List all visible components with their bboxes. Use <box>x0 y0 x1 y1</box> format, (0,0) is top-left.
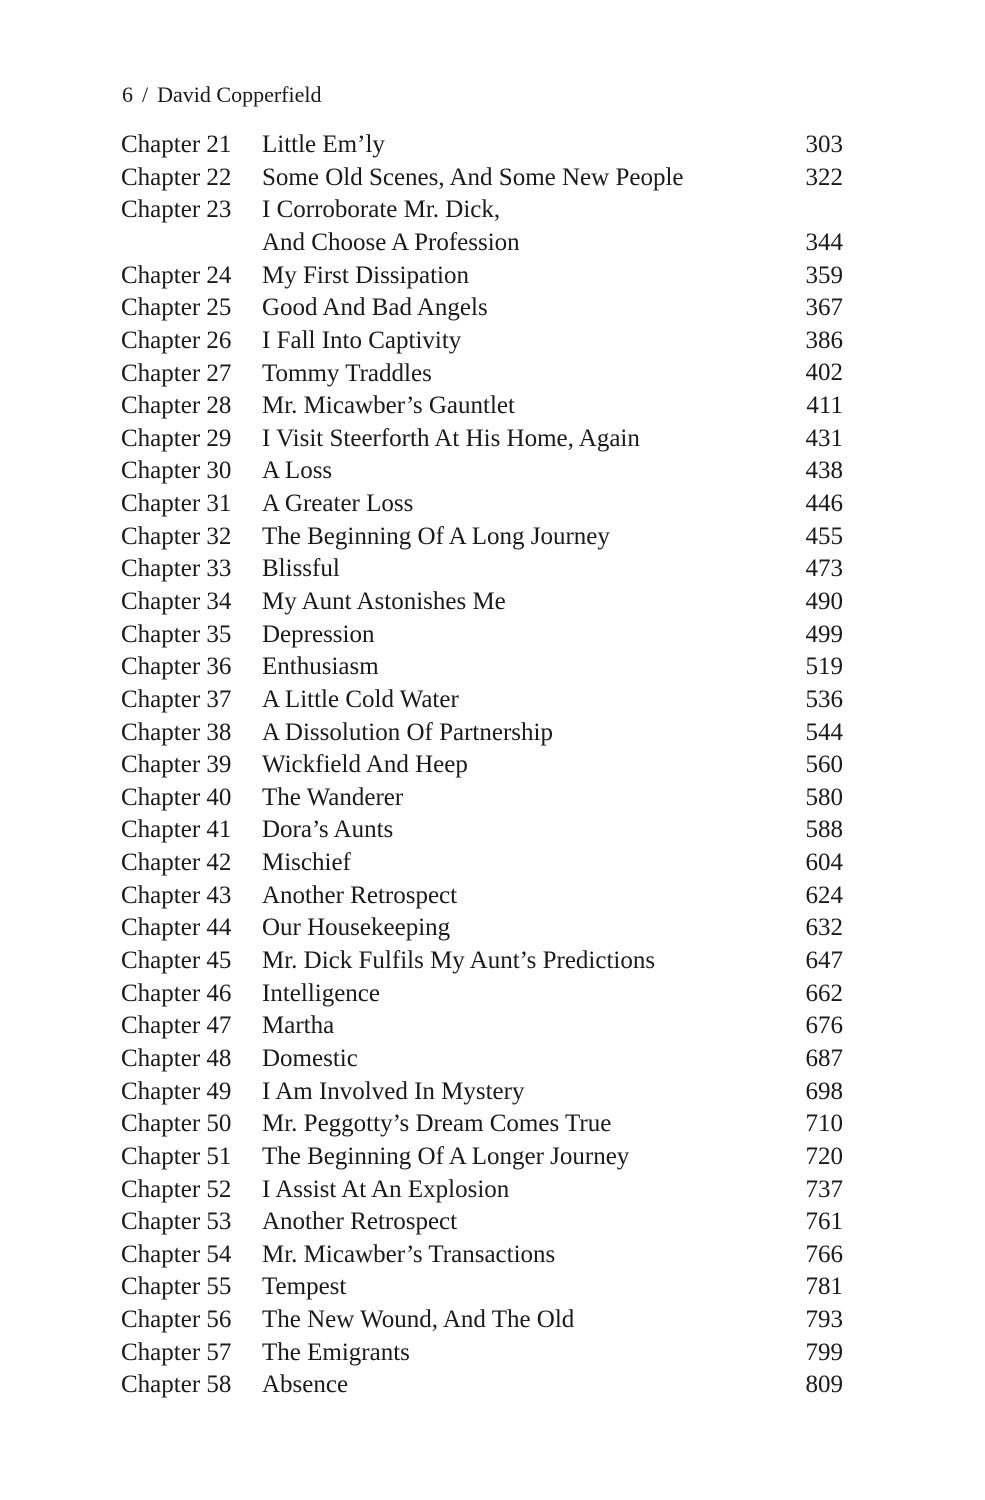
chapter-page-number: 720 <box>805 1142 843 1170</box>
chapter-title: Mr. Micawber’s Gauntlet <box>262 392 515 420</box>
chapter-title: The Wanderer <box>262 783 404 811</box>
chapter-title: Mr. Micawber’s Transactions <box>262 1240 556 1268</box>
toc-entry <box>121 1174 843 1207</box>
toc-entry <box>121 814 843 847</box>
chapter-title: Intelligence <box>262 979 380 1007</box>
chapter-page-number: 632 <box>805 914 843 942</box>
chapter-page-number: 799 <box>805 1338 843 1366</box>
chapter-title: Little Em’ly <box>262 131 385 158</box>
chapter-title: Mr. Peggotty’s Dream Comes True <box>262 1110 612 1138</box>
chapter-label: Chapter 44 <box>121 914 232 942</box>
chapter-title: The Beginning Of A Longer Journey <box>262 1142 630 1170</box>
chapter-label: Chapter 53 <box>121 1208 232 1236</box>
chapter-label: Chapter 38 <box>121 718 232 746</box>
chapter-label: Chapter 46 <box>121 979 232 1007</box>
toc-entry <box>121 717 843 750</box>
chapter-title: I Assist At An Explosion <box>262 1175 510 1203</box>
chapter-title: A Little Cold Water <box>262 685 459 713</box>
chapter-page-number: 402 <box>805 359 843 387</box>
chapter-label: Chapter 50 <box>121 1110 232 1138</box>
chapter-label: Chapter 40 <box>121 783 232 811</box>
toc-entry <box>121 423 843 456</box>
chapter-title: I Visit Steerforth At His Home, Again <box>262 424 640 452</box>
chapter-label: Chapter 24 <box>121 261 232 289</box>
chapter-page-number: 560 <box>805 751 843 779</box>
chapter-page-number: 580 <box>805 783 843 811</box>
chapter-page-number: 698 <box>805 1077 843 1105</box>
chapter-page-number: 647 <box>805 947 843 975</box>
chapter-title: Mr. Dick Fulfils My Aunt’s Predictions <box>262 947 656 975</box>
book-title: David Copperfield <box>157 82 322 107</box>
chapter-label: Chapter 32 <box>121 522 232 550</box>
chapter-title: Good And Bad Angels <box>262 294 488 322</box>
chapter-label: Chapter 52 <box>121 1175 232 1203</box>
chapter-title: I Am Involved In Mystery <box>262 1077 525 1105</box>
chapter-page-number: 438 <box>805 457 843 485</box>
chapter-title: My Aunt Astonishes Me <box>262 587 506 615</box>
chapter-title: My First Dissipation <box>262 261 469 289</box>
chapter-label: Chapter 48 <box>121 1044 232 1072</box>
chapter-page-number: 737 <box>805 1175 843 1203</box>
chapter-page-number: 544 <box>805 718 843 746</box>
chapter-label: Chapter 54 <box>121 1240 232 1268</box>
chapter-label: Chapter 22 <box>121 163 232 191</box>
chapter-label: Chapter 47 <box>121 1012 232 1040</box>
chapter-page-number: 473 <box>805 555 843 583</box>
toc-entry <box>121 684 843 717</box>
chapter-title: Dora’s Aunts <box>262 816 394 844</box>
chapter-page-number: 367 <box>805 294 843 322</box>
chapter-page-number: 386 <box>805 326 843 354</box>
chapter-label: Chapter 30 <box>121 457 232 485</box>
chapter-label: Chapter 43 <box>121 881 232 909</box>
chapter-label: Chapter 28 <box>121 392 232 420</box>
chapter-page-number: 793 <box>805 1306 843 1334</box>
chapter-label: Chapter 36 <box>121 653 232 681</box>
toc-entry <box>121 260 843 293</box>
chapter-label: Chapter 33 <box>121 555 232 583</box>
toc-entry <box>121 1141 843 1174</box>
chapter-page-number: 676 <box>805 1012 843 1040</box>
toc-entry <box>121 1369 843 1402</box>
chapter-label: Chapter 41 <box>121 816 232 844</box>
chapter-page-number: 322 <box>805 163 843 191</box>
chapter-page-number: 687 <box>805 1044 843 1072</box>
chapter-page-number: 411 <box>806 392 843 420</box>
chapter-title: Another Retrospect <box>262 881 458 909</box>
toc-entry <box>121 912 843 945</box>
toc-entry <box>121 1076 843 1109</box>
chapter-title: I Corroborate Mr. Dick, And Choose A Profession <box>262 196 520 256</box>
toc-entry <box>121 521 843 554</box>
chapter-label: Chapter 21 <box>121 131 232 158</box>
toc-entry <box>121 1043 843 1076</box>
chapter-title: The Beginning Of A Long Journey <box>262 522 610 550</box>
chapter-page-number: 761 <box>805 1208 843 1236</box>
toc-entry <box>121 1271 843 1304</box>
chapter-title: Martha <box>262 1012 335 1040</box>
chapter-label: Chapter 35 <box>121 620 232 648</box>
toc-entry <box>121 847 843 880</box>
chapter-page-number: 519 <box>805 653 843 681</box>
toc-entry <box>121 880 843 913</box>
toc-entry <box>121 553 843 586</box>
toc-entry <box>121 1010 843 1043</box>
toc-entry <box>121 978 843 1011</box>
running-head-separator: / <box>142 82 149 107</box>
chapter-title: The Emigrants <box>262 1338 410 1366</box>
chapter-label: Chapter 27 <box>121 359 232 387</box>
toc-entry <box>121 1304 843 1337</box>
chapter-page-number: 809 <box>805 1371 843 1399</box>
chapter-title: Another Retrospect <box>262 1208 458 1236</box>
chapter-title: Tempest <box>262 1273 347 1301</box>
chapter-label: Chapter 25 <box>121 294 232 322</box>
toc-entry <box>121 325 843 358</box>
chapter-title: Domestic <box>262 1044 358 1072</box>
chapter-title: Mischief <box>262 849 351 877</box>
toc-entry <box>121 586 843 619</box>
chapter-page-number: 781 <box>805 1273 843 1301</box>
chapter-label: Chapter 37 <box>121 685 232 713</box>
toc-entry <box>121 749 843 782</box>
chapter-title: Our Housekeeping <box>262 914 451 942</box>
chapter-title: Some Old Scenes, And Some New People <box>262 163 684 191</box>
toc-entry <box>121 488 843 521</box>
chapter-page-number: 710 <box>805 1110 843 1138</box>
chapter-page-number: 662 <box>805 979 843 1007</box>
chapter-label: Chapter 39 <box>121 751 232 779</box>
chapter-page-number: 499 <box>805 620 843 648</box>
chapter-page-number: 446 <box>805 490 843 518</box>
chapter-label: Chapter 55 <box>121 1273 232 1301</box>
toc-entry <box>121 619 843 652</box>
chapter-title: Tommy Traddles <box>262 359 432 387</box>
chapter-title: A Greater Loss <box>262 490 414 518</box>
table-of-contents <box>121 129 843 1402</box>
chapter-page-number: 490 <box>805 587 843 615</box>
chapter-label: Chapter 49 <box>121 1077 232 1105</box>
chapter-title: A Dissolution Of Partnership <box>262 718 553 746</box>
chapter-label: Chapter 45 <box>121 947 232 975</box>
chapter-title: I Fall Into Captivity <box>262 326 462 354</box>
chapter-label: Chapter 51 <box>121 1142 232 1170</box>
chapter-label: Chapter 34 <box>121 587 232 615</box>
chapter-page-number: 624 <box>805 881 843 909</box>
chapter-label: Chapter 58 <box>121 1371 232 1399</box>
chapter-page-number: 588 <box>805 816 843 844</box>
chapter-title: The New Wound, And The Old <box>262 1306 575 1334</box>
chapter-label: Chapter 23 <box>121 196 232 224</box>
chapter-page-number: 766 <box>805 1240 843 1268</box>
toc-entry <box>121 782 843 815</box>
chapter-page-number: 455 <box>805 522 843 550</box>
toc-entry <box>121 455 843 488</box>
toc-entry <box>121 651 843 684</box>
toc-entry <box>121 194 843 259</box>
toc-entry <box>121 358 843 391</box>
toc-entry <box>121 129 843 162</box>
chapter-title: Wickfield And Heep <box>262 751 468 779</box>
toc-entry <box>121 945 843 978</box>
toc-entry <box>121 1108 843 1141</box>
chapter-page-number: 536 <box>805 685 843 713</box>
chapter-title: Enthusiasm <box>262 653 379 681</box>
chapter-page-number: 359 <box>805 261 843 289</box>
chapter-label: Chapter 56 <box>121 1306 232 1334</box>
toc-entry <box>121 1206 843 1239</box>
chapter-label: Chapter 26 <box>121 326 232 354</box>
chapter-label: Chapter 57 <box>121 1338 232 1366</box>
chapter-label: Chapter 29 <box>121 424 232 452</box>
toc-entry <box>121 1239 843 1272</box>
toc-entry <box>121 1337 843 1370</box>
toc-entry <box>121 390 843 423</box>
running-head <box>122 80 321 110</box>
chapter-page-number: 303 <box>805 130 843 158</box>
chapter-page-number: 431 <box>805 424 843 452</box>
chapter-title: A Loss <box>262 457 333 485</box>
chapter-label: Chapter 42 <box>121 849 232 877</box>
toc-entry <box>121 292 843 325</box>
chapter-page-number: 604 <box>805 849 843 877</box>
chapter-title: Depression <box>262 620 375 648</box>
chapter-page-number: 344 <box>805 228 843 256</box>
toc-entry <box>121 162 843 195</box>
chapter-title: Absence <box>262 1371 349 1399</box>
chapter-title: Blissful <box>262 555 340 583</box>
page-number: 6 <box>122 82 133 107</box>
chapter-label: Chapter 31 <box>121 490 232 518</box>
